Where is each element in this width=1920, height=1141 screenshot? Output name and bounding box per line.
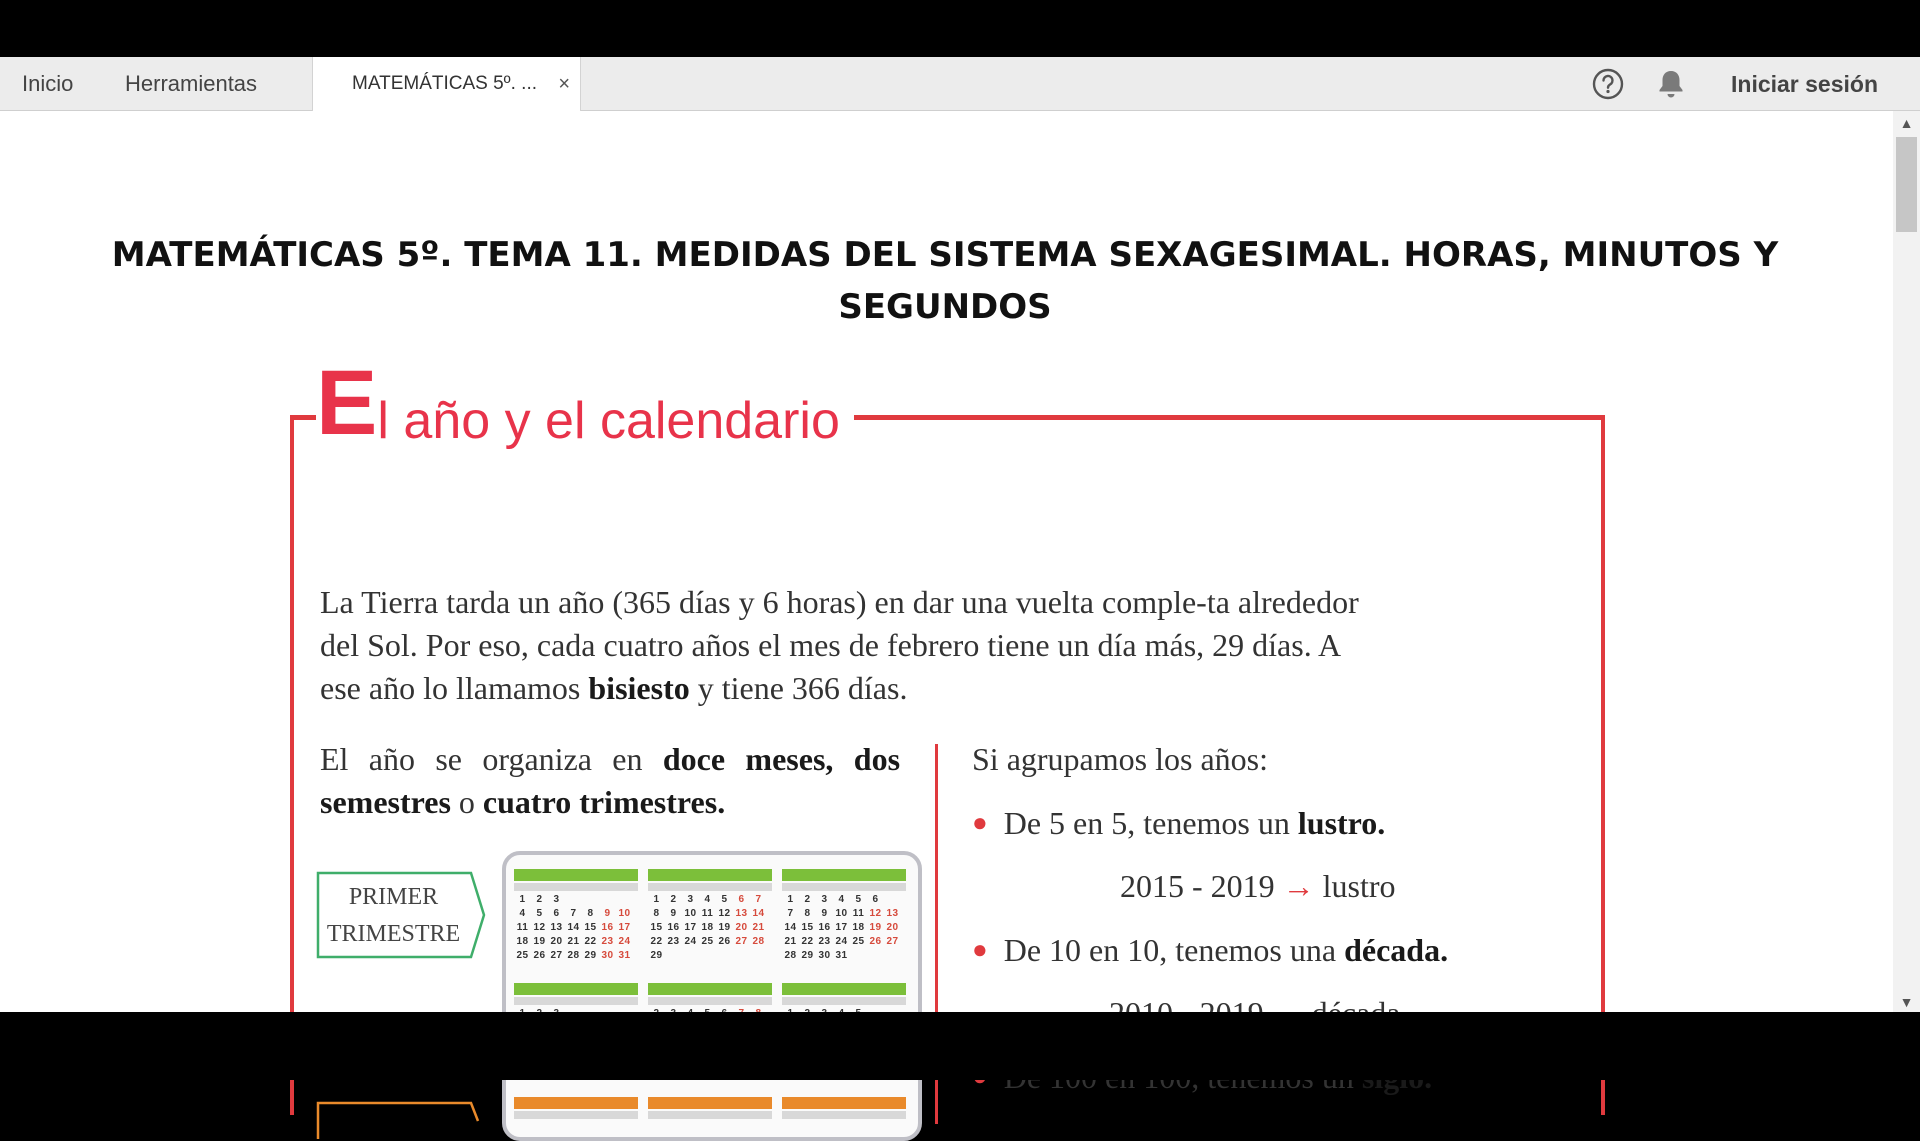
scroll-up-icon[interactable]: ▲ xyxy=(1899,115,1914,131)
scroll-thumb[interactable] xyxy=(1896,137,1917,232)
calendar-day: 14 xyxy=(752,908,765,919)
page-title: MATEMÁTICAS 5º. TEMA 11. MEDIDAS DEL SISTEMA SEXAGESIMAL. HORAS, MINUTOS Y SEGUNDOS xyxy=(111,235,1779,327)
calendar-day: 19 xyxy=(718,922,731,933)
calendar-day: 3 xyxy=(687,894,694,905)
calendar-day: 10 xyxy=(618,908,631,919)
calendar-day: 11 xyxy=(701,908,714,919)
organize-text: El año se organiza en xyxy=(320,741,663,777)
calendar-day: 25 xyxy=(852,936,865,947)
calendar-day: 20 xyxy=(886,922,899,933)
calendar-day: 7 xyxy=(755,894,762,905)
calendar-day: 14 xyxy=(784,922,797,933)
calendar-day: 3 xyxy=(821,894,828,905)
calendar-grid xyxy=(782,893,906,963)
calendar-month-august xyxy=(648,1097,772,1119)
calendar-day: 2 xyxy=(536,894,543,905)
calendar-day: 11 xyxy=(516,922,529,933)
calendar-day: 6 xyxy=(872,894,879,905)
calendar-day: 24 xyxy=(618,936,631,947)
calendar-day: 11 xyxy=(852,908,865,919)
calendar-day: 1 xyxy=(519,894,526,905)
calendar-day: 26 xyxy=(533,950,546,961)
example-range: 2015 - 2019 xyxy=(1120,868,1275,904)
calendar-day: 23 xyxy=(818,936,831,947)
bullet-text: De 10 en 10, tenemos una xyxy=(1003,932,1345,968)
bullet-lustro: ● De 5 en 5, tenemos un lustro. xyxy=(972,805,1386,841)
document-viewport xyxy=(0,111,1893,1012)
calendar-day: 18 xyxy=(852,922,865,933)
calendar-day: 8 xyxy=(804,908,811,919)
calendar-day: 24 xyxy=(835,936,848,947)
calendar-day: 16 xyxy=(818,922,831,933)
calendar-day: 29 xyxy=(650,950,663,961)
calendar-day: 13 xyxy=(886,908,899,919)
organize-bold-semesters: dos semestres xyxy=(320,741,901,820)
nav-tools-link[interactable]: Herramientas xyxy=(125,71,258,96)
calendar-month-september xyxy=(782,1097,906,1119)
calendar-day: 29 xyxy=(584,950,597,961)
calendar-day: 10 xyxy=(835,908,848,919)
calendar-day: 4 xyxy=(704,894,711,905)
calendar-day: 15 xyxy=(584,922,597,933)
calendar-day: 21 xyxy=(752,922,765,933)
calendar-grid xyxy=(514,893,638,963)
textbook-page xyxy=(280,351,1620,1051)
calendar-month-january xyxy=(514,869,638,963)
calendar-day: 28 xyxy=(567,950,580,961)
calendar-day: 13 xyxy=(735,908,748,919)
calendar-day: 12 xyxy=(869,908,882,919)
bullet-bold: década. xyxy=(1344,932,1449,968)
section-heading xyxy=(316,352,854,454)
calendar-day: 17 xyxy=(618,922,631,933)
bottom-black-bar xyxy=(0,1012,1920,1080)
calendar-day: 28 xyxy=(752,936,765,947)
calendar-day: 20 xyxy=(550,936,563,947)
calendar-day: 27 xyxy=(886,936,899,947)
calendar-day: 30 xyxy=(601,950,614,961)
intro-paragraph xyxy=(320,581,1380,710)
calendar-day: 5 xyxy=(721,894,728,905)
calendar-day: 19 xyxy=(533,936,546,947)
calendar-day: 16 xyxy=(601,922,614,933)
calendar-day: 28 xyxy=(784,950,797,961)
grouping-intro: Si agrupamos los años: xyxy=(972,741,1268,777)
calendar-day: 8 xyxy=(587,908,594,919)
organize-bold-trimesters: cuatro trimestres. xyxy=(482,784,726,820)
calendar-day: 2 xyxy=(804,894,811,905)
calendar-day: 21 xyxy=(567,936,580,947)
calendar-day: 22 xyxy=(801,936,814,947)
calendar-day: 3 xyxy=(553,894,560,905)
example-lustro xyxy=(1120,865,1396,908)
organize-bold-months: doce meses, xyxy=(662,741,834,777)
bullet-text: De 5 en 5, tenemos un xyxy=(1003,805,1298,841)
calendar-month-july xyxy=(514,1097,638,1119)
arrow-icon: → xyxy=(1282,868,1315,904)
calendar-day: 31 xyxy=(618,950,631,961)
calendar-day: 4 xyxy=(838,894,845,905)
top-black-bar xyxy=(0,0,1920,57)
calendar-day: 29 xyxy=(801,950,814,961)
calendar-day: 21 xyxy=(784,936,797,947)
calendar-day: 18 xyxy=(701,922,714,933)
calendar-day: 9 xyxy=(670,908,677,919)
calendar-day: 5 xyxy=(855,894,862,905)
intro-text: La Tierra tarda un año (365 días y 6 horas) en dar una vuelta comple-ta alrededor del Sol. Por eso, cada cuatro años el mes de febrero tiene un día más, 29 días. A ese año lo llamamos xyxy=(320,584,1359,706)
calendar-day: 26 xyxy=(718,936,731,947)
calendar-day: 9 xyxy=(604,908,611,919)
calendar-day: 31 xyxy=(835,950,848,961)
calendar-day: 7 xyxy=(787,908,794,919)
calendar-day: 12 xyxy=(533,922,546,933)
calendar-day: 19 xyxy=(869,922,882,933)
calendar-day: 22 xyxy=(650,936,663,947)
help-circle-icon[interactable] xyxy=(1592,68,1624,100)
calendar-day: 5 xyxy=(536,908,543,919)
calendar-day: 17 xyxy=(684,922,697,933)
calendar-day: 10 xyxy=(684,908,697,919)
tab-document[interactable] xyxy=(312,57,581,112)
calendar-grid xyxy=(648,893,772,963)
calendar-day: 24 xyxy=(684,936,697,947)
calendar-day: 15 xyxy=(801,922,814,933)
calendar-day: 2 xyxy=(670,894,677,905)
tab-title: MATEMÁTICAS 5º. ... xyxy=(352,73,537,94)
calendar-day: 27 xyxy=(550,950,563,961)
trimester-label-line2: TRIMESTRE xyxy=(326,921,461,947)
calendar-day: 25 xyxy=(701,936,714,947)
trimester-label-line1: PRIMER xyxy=(348,884,439,910)
vertical-scrollbar[interactable] xyxy=(1893,111,1920,1012)
calendar-day: 12 xyxy=(718,908,731,919)
calendar-month-february xyxy=(648,869,772,963)
calendar-day: 15 xyxy=(650,922,663,933)
calendar-day: 14 xyxy=(567,922,580,933)
bell-icon[interactable] xyxy=(1656,68,1686,100)
bullet-decada: ● De 10 en 10, tenemos una década. xyxy=(972,932,1449,968)
calendar-day: 26 xyxy=(869,936,882,947)
organize-paragraph xyxy=(320,738,900,824)
intro-text-end: y tiene 366 días. xyxy=(689,670,908,706)
scroll-down-icon[interactable]: ▼ xyxy=(1899,994,1914,1010)
calendar-day: 13 xyxy=(550,922,563,933)
calendar-day: 25 xyxy=(516,950,529,961)
browser-tab-bar xyxy=(0,57,1920,111)
calendar-day: 7 xyxy=(570,908,577,919)
calendar-day: 9 xyxy=(821,908,828,919)
organize-connector: o xyxy=(450,784,483,820)
calendar-day: 6 xyxy=(738,894,745,905)
calendar-day: 30 xyxy=(818,950,831,961)
example-word: lustro xyxy=(1322,868,1396,904)
calendar-day: 6 xyxy=(553,908,560,919)
bullet-bold: lustro. xyxy=(1297,805,1386,841)
calendar-image xyxy=(502,851,922,1141)
calendar-day: 23 xyxy=(601,936,614,947)
calendar-day: 4 xyxy=(519,908,526,919)
heading-rest: l año y el calendario xyxy=(377,392,840,450)
second-trimester-label xyxy=(316,1101,488,1141)
calendar-day: 22 xyxy=(584,936,597,947)
calendar-day: 16 xyxy=(667,922,680,933)
calendar-day: 1 xyxy=(787,894,794,905)
calendar-day: 23 xyxy=(667,936,680,947)
calendar-month-march xyxy=(782,869,906,963)
calendar-day: 17 xyxy=(835,922,848,933)
calendar-day: 27 xyxy=(735,936,748,947)
heading-initial: E xyxy=(316,352,378,454)
calendar-day: 20 xyxy=(735,922,748,933)
tab-close-icon[interactable]: × xyxy=(558,73,570,95)
nav-home-link[interactable]: Inicio xyxy=(22,71,74,96)
calendar-day: 18 xyxy=(516,936,529,947)
signin-button[interactable]: Iniciar sesión xyxy=(1731,71,1879,97)
calendar-day: 1 xyxy=(653,894,660,905)
first-trimester-label xyxy=(316,871,488,959)
calendar-day: 8 xyxy=(653,908,660,919)
intro-bold-term: bisiesto xyxy=(588,670,690,706)
